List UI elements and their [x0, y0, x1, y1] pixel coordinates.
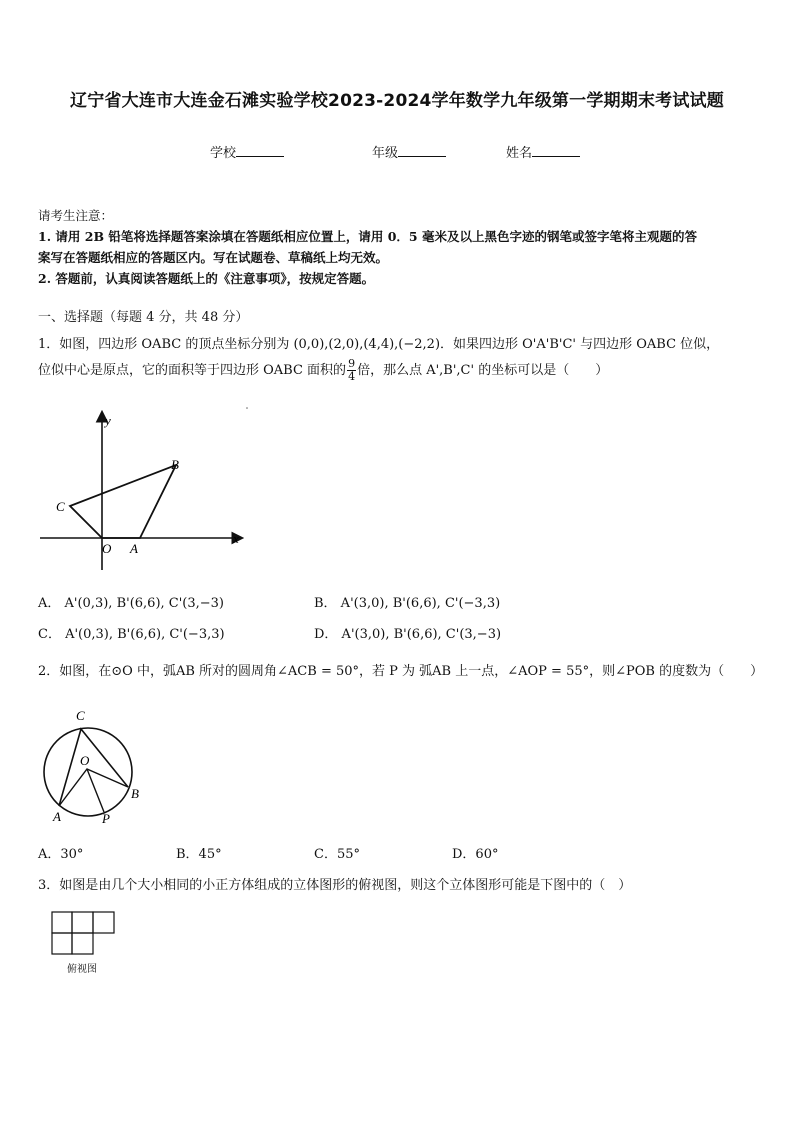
name-blank[interactable] — [532, 144, 580, 157]
q1-option-b[interactable]: B． A'(3,0), B'(6,6), C'(−3,3) — [314, 596, 501, 611]
fraction-denominator: 4 — [348, 370, 356, 383]
q2-circle-figure — [36, 705, 156, 830]
grade-field — [372, 142, 446, 161]
quadrilateral-oabc — [70, 465, 176, 538]
notes-heading: 请考生注意： — [38, 208, 114, 223]
q1-line1: 1．如图，四边形 OABC 的顶点坐标分别为 (0,0),(2,0),(4,4),(−2,2)．如果四边形 O'A'B'C' 与四边形 OABC 位似， — [38, 337, 720, 352]
exam-notes — [38, 205, 697, 289]
q1-option-c[interactable]: C． A'(0,3), B'(6,6), C'(−3,3) — [38, 627, 225, 642]
q1-line2-end: 倍，那么点 A',B',C' 的坐标可以是（ ） — [357, 363, 609, 378]
q3-text: 3．如图是由几个大小相同的小正方体组成的立体图形的俯视图，则这个立体图形可能是下图中的（ ） — [38, 878, 632, 893]
grade-label: 年级 — [372, 146, 399, 161]
label-o: O — [102, 541, 112, 556]
q2-option-b[interactable]: B．45° — [176, 847, 222, 862]
q1-line2-start: 位似中心是原点，它的面积等于四边形 OABC 面积的 — [38, 363, 347, 378]
note-1b: 案写在答题纸相应的答题区内。写在试题卷、草稿纸上均无效。 — [38, 250, 389, 265]
label-a: A — [53, 809, 61, 824]
y-axis-label: y — [105, 413, 111, 428]
top-view-caption: 俯视图 — [67, 964, 97, 975]
school-blank[interactable] — [236, 144, 284, 157]
q2-option-a[interactable]: A．30° — [38, 847, 84, 862]
fraction-numerator: 9 — [348, 357, 356, 370]
q2-option-c[interactable]: C．55° — [314, 847, 360, 862]
q1-coordinate-figure — [36, 405, 256, 575]
q1-option-d[interactable]: D． A'(3,0), B'(6,6), C'(3,−3) — [314, 627, 502, 642]
label-o: O — [80, 753, 90, 768]
label-b: B — [131, 786, 139, 801]
stray-dot — [246, 407, 248, 409]
top-view-square — [52, 912, 72, 933]
top-view-figure — [50, 910, 120, 958]
note-2: 2. 答题前，认真阅读答题纸上的《注意事项》，按规定答题。 — [38, 271, 375, 286]
name-label: 姓名 — [506, 146, 533, 161]
note-1a: 1. 请用 2B 铅笔将选择题答案涂填在答题纸相应位置上，请用 0．5 毫米及以上黑色字迹的钢笔或签字笔将主观题的答 — [38, 229, 697, 244]
q1-option-a[interactable]: A． A'(0,3), B'(6,6), C'(3,−3) — [38, 596, 225, 611]
top-view-square — [72, 912, 93, 933]
label-c: C — [56, 499, 65, 514]
q2-text: 2．如图，在⊙O 中，弧AB 所对的圆周角∠ACB = 50°，若 P 为 弧AB 上一点，∠AOP = 55°，则∠POB 的度数为（ ） — [38, 664, 764, 679]
q2-option-d[interactable]: D．60° — [452, 847, 499, 862]
label-p: P — [102, 811, 110, 826]
name-field — [506, 142, 580, 161]
grade-blank[interactable] — [398, 144, 446, 157]
label-b: B — [171, 457, 179, 472]
top-view-square — [93, 912, 114, 933]
x-axis-label: x — [233, 531, 239, 546]
section-heading: 一、选择题（每题 4 分，共 48 分） — [38, 310, 249, 325]
label-c: C — [76, 708, 85, 723]
fraction-9-4 — [347, 358, 356, 383]
label-a: A — [130, 541, 138, 556]
q1-line2 — [38, 358, 608, 383]
top-view-square — [52, 933, 72, 954]
school-label: 学校 — [210, 146, 237, 161]
school-field — [210, 142, 284, 161]
top-view-square — [72, 933, 93, 954]
page-title: 辽宁省大连市大连金石滩实验学校2023-2024学年数学九年级第一学期期末考试试题 — [70, 91, 724, 111]
